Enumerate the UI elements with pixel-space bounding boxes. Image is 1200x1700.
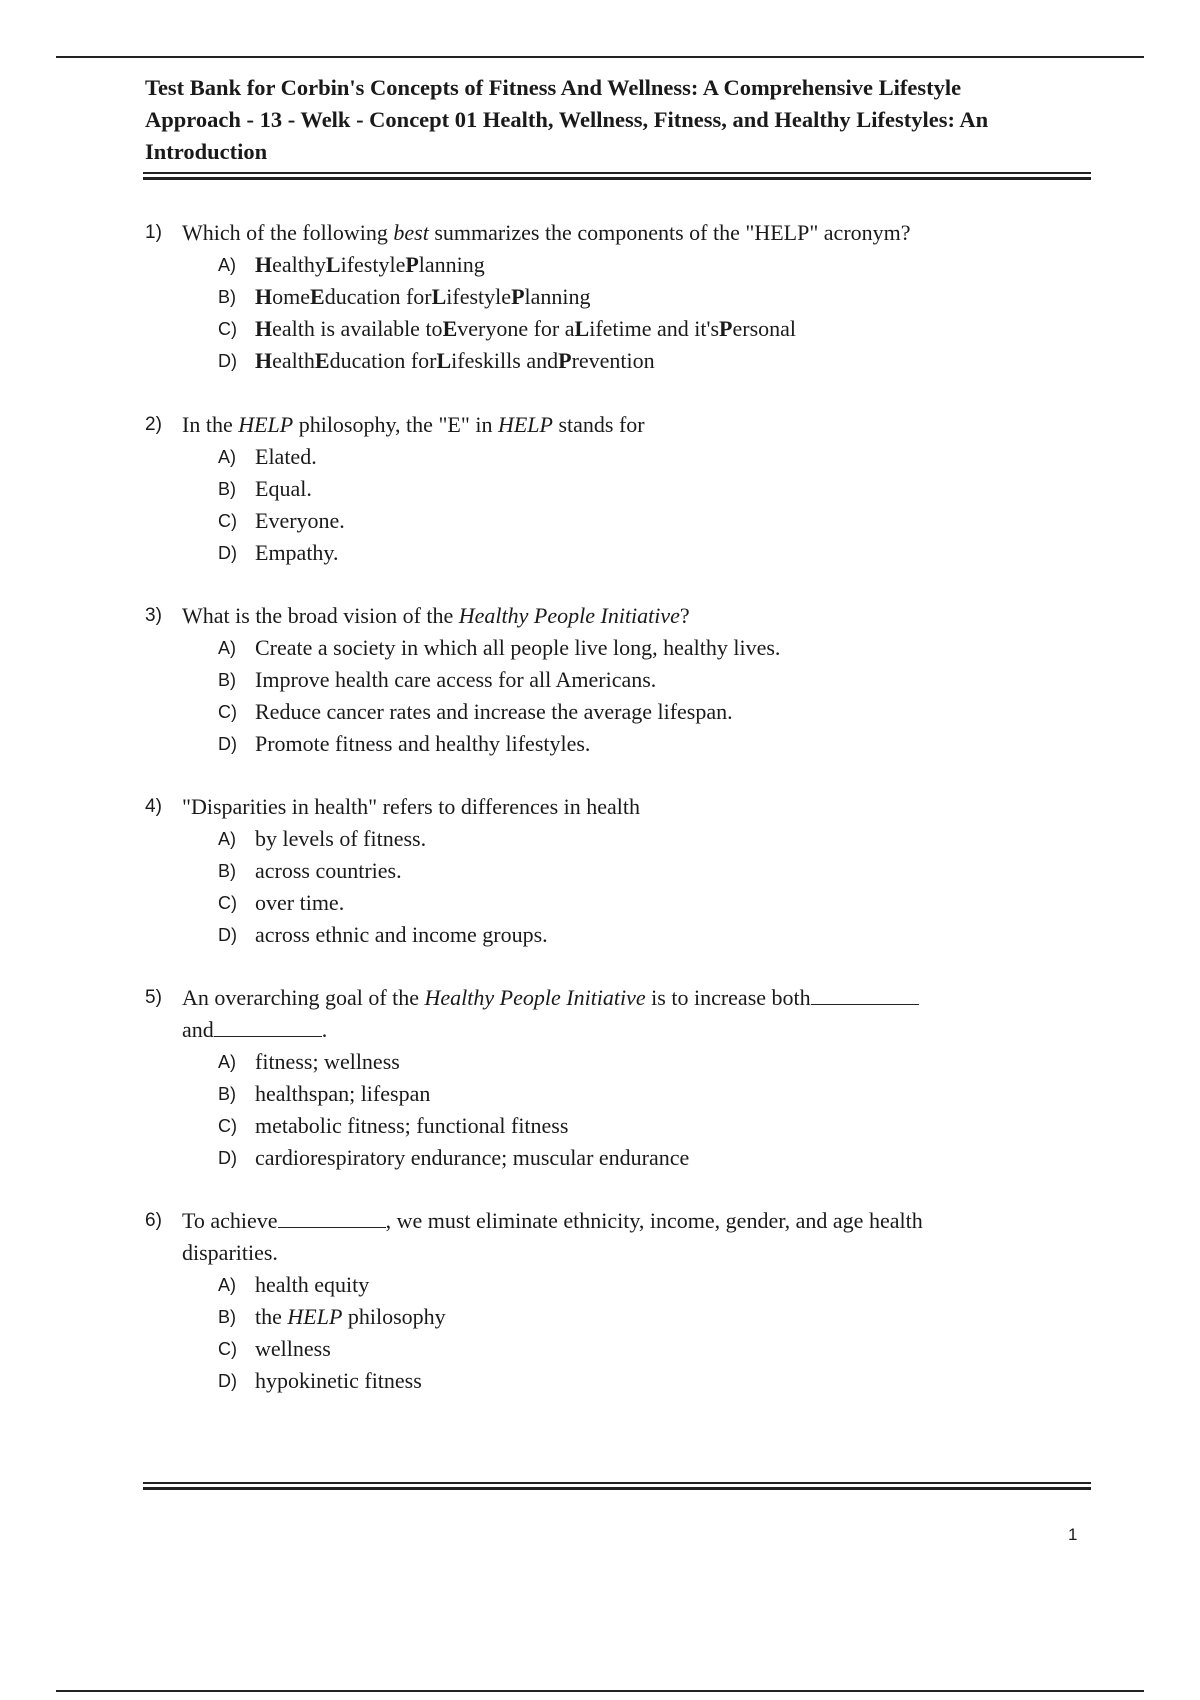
- option-text: Reduce cancer rates and increase the average lifespan.: [255, 699, 733, 724]
- answer-option: [218, 249, 1025, 281]
- question-number: 3): [145, 605, 162, 626]
- answer-option: [218, 919, 1025, 951]
- fill-in-blank: [214, 1018, 322, 1037]
- option-text: by levels of fitness.: [255, 826, 427, 851]
- option-text: across countries.: [255, 858, 402, 883]
- footer-double-rule: [143, 1482, 1091, 1492]
- answer-option: [218, 1046, 1025, 1078]
- option-letter: B): [218, 670, 236, 690]
- option-text: Improve health care access for all Americans.: [255, 667, 657, 692]
- option-letter: D): [218, 734, 237, 754]
- option-letter: A): [218, 1052, 236, 1072]
- question-number: 2): [145, 414, 162, 435]
- answer-option: [218, 855, 1025, 887]
- option-text: hypokinetic fitness: [255, 1368, 422, 1393]
- option-text: HomeEducation forLifestylePlanning: [255, 284, 591, 309]
- option-letter: A): [218, 447, 236, 467]
- option-letter: C): [218, 319, 237, 339]
- option-letter: B): [218, 1084, 236, 1104]
- answer-option: [218, 887, 1025, 919]
- page-number: 1: [1068, 1525, 1078, 1544]
- header-double-rule: [143, 172, 1091, 182]
- option-letter: B): [218, 1307, 236, 1327]
- option-text: Health is available toEveryone for aLifetime and it'sPersonal: [255, 316, 797, 341]
- answer-option: [218, 632, 1025, 664]
- option-text: health equity: [255, 1272, 370, 1297]
- option-text: Empathy.: [255, 540, 339, 565]
- question-number: 6): [145, 1210, 162, 1231]
- question-stem: 5) An overarching goal of the Healthy People Initiative is to increase both and .: [145, 982, 1025, 1046]
- question-stem: 1) Which of the following best summarizes the components of the "HELP" acronym?: [145, 217, 1025, 249]
- option-letter: D): [218, 543, 237, 563]
- question-4: [145, 791, 1025, 951]
- answer-option: [218, 505, 1025, 537]
- option-text: Everyone.: [255, 508, 345, 533]
- option-letter: C): [218, 1116, 237, 1136]
- answer-option: [218, 473, 1025, 505]
- option-letter: D): [218, 925, 237, 945]
- question-2: [145, 409, 1025, 569]
- option-letter: A): [218, 638, 236, 658]
- question-number: 4): [145, 796, 162, 817]
- title-line: Test Bank for Corbin's Concepts of Fitness And Wellness: A Comprehensive Lifestyle: [145, 75, 962, 100]
- answer-option: [218, 823, 1025, 855]
- option-text: Elated.: [255, 444, 317, 469]
- answer-option: [218, 696, 1025, 728]
- option-text: Equal.: [255, 476, 312, 501]
- option-text: fitness; wellness: [255, 1049, 400, 1074]
- answer-option: [218, 1269, 1025, 1301]
- option-text: healthspan; lifespan: [255, 1081, 431, 1106]
- question-stem: 3) What is the broad vision of the Healthy People Initiative?: [145, 600, 1025, 632]
- option-letter: C): [218, 511, 237, 531]
- answer-option: [218, 441, 1025, 473]
- question-stem: 6) To achieve , we must eliminate ethnicity, income, gender, and age health disparities.: [145, 1205, 1025, 1269]
- fill-in-blank: [811, 986, 919, 1005]
- option-letter: C): [218, 893, 237, 913]
- answer-option: [218, 1110, 1025, 1142]
- option-text: metabolic fitness; functional fitness: [255, 1113, 569, 1138]
- option-text: HealthEducation forLifeskills andPrevention: [255, 348, 655, 373]
- answer-option: [218, 728, 1025, 760]
- question-number: 5): [145, 987, 162, 1008]
- option-letter: B): [218, 861, 236, 881]
- option-letter: B): [218, 287, 236, 307]
- option-letter: D): [218, 351, 237, 371]
- answer-options: [218, 441, 1025, 569]
- answer-option: [218, 1078, 1025, 1110]
- answer-option: [218, 1142, 1025, 1174]
- question-1: [145, 217, 1025, 377]
- answer-options: [218, 249, 1025, 377]
- answer-option: [218, 664, 1025, 696]
- page-top-rule: [56, 56, 1144, 58]
- option-text: cardiorespiratory endurance; muscular endurance: [255, 1145, 690, 1170]
- option-text: across ethnic and income groups.: [255, 922, 548, 947]
- answer-option: [218, 281, 1025, 313]
- question-stem: 2) In the HELP philosophy, the "E" in HELP stands for: [145, 409, 1025, 441]
- option-text: HealthyLifestylePlanning: [255, 252, 485, 277]
- document-title: [145, 72, 1085, 168]
- answer-options: [218, 1269, 1025, 1397]
- option-text: wellness: [255, 1336, 331, 1361]
- option-letter: D): [218, 1371, 237, 1391]
- answer-option: [218, 1365, 1025, 1397]
- option-letter: C): [218, 702, 237, 722]
- question-3: [145, 600, 1025, 760]
- answer-option: [218, 537, 1025, 569]
- answer-options: [218, 823, 1025, 951]
- answer-options: [218, 1046, 1025, 1174]
- question-5: [145, 982, 1025, 1174]
- answer-option: [218, 1301, 1025, 1333]
- option-letter: C): [218, 1339, 237, 1359]
- option-text: over time.: [255, 890, 345, 915]
- option-letter: A): [218, 1275, 236, 1295]
- title-line: Introduction: [145, 139, 268, 164]
- fill-in-blank: [278, 1209, 386, 1228]
- answer-option: [218, 345, 1025, 377]
- question-number: 1): [145, 222, 162, 243]
- option-letter: B): [218, 479, 236, 499]
- option-text: Promote fitness and healthy lifestyles.: [255, 731, 591, 756]
- option-letter: A): [218, 255, 236, 275]
- question-6: [145, 1205, 1025, 1397]
- option-letter: A): [218, 829, 236, 849]
- page-bottom-rule: [56, 1690, 1144, 1692]
- option-text: Create a society in which all people live long, healthy lives.: [255, 635, 781, 660]
- option-letter: D): [218, 1148, 237, 1168]
- answer-option: [218, 313, 1025, 345]
- answer-option: [218, 1333, 1025, 1365]
- answer-options: [218, 632, 1025, 760]
- title-line: Approach - 13 - Welk - Concept 01 Health, Wellness, Fitness, and Healthy Lifestyles: An: [145, 107, 989, 132]
- option-text: the HELP philosophy: [255, 1304, 446, 1329]
- question-stem: 4) "Disparities in health" refers to differences in health: [145, 791, 1025, 823]
